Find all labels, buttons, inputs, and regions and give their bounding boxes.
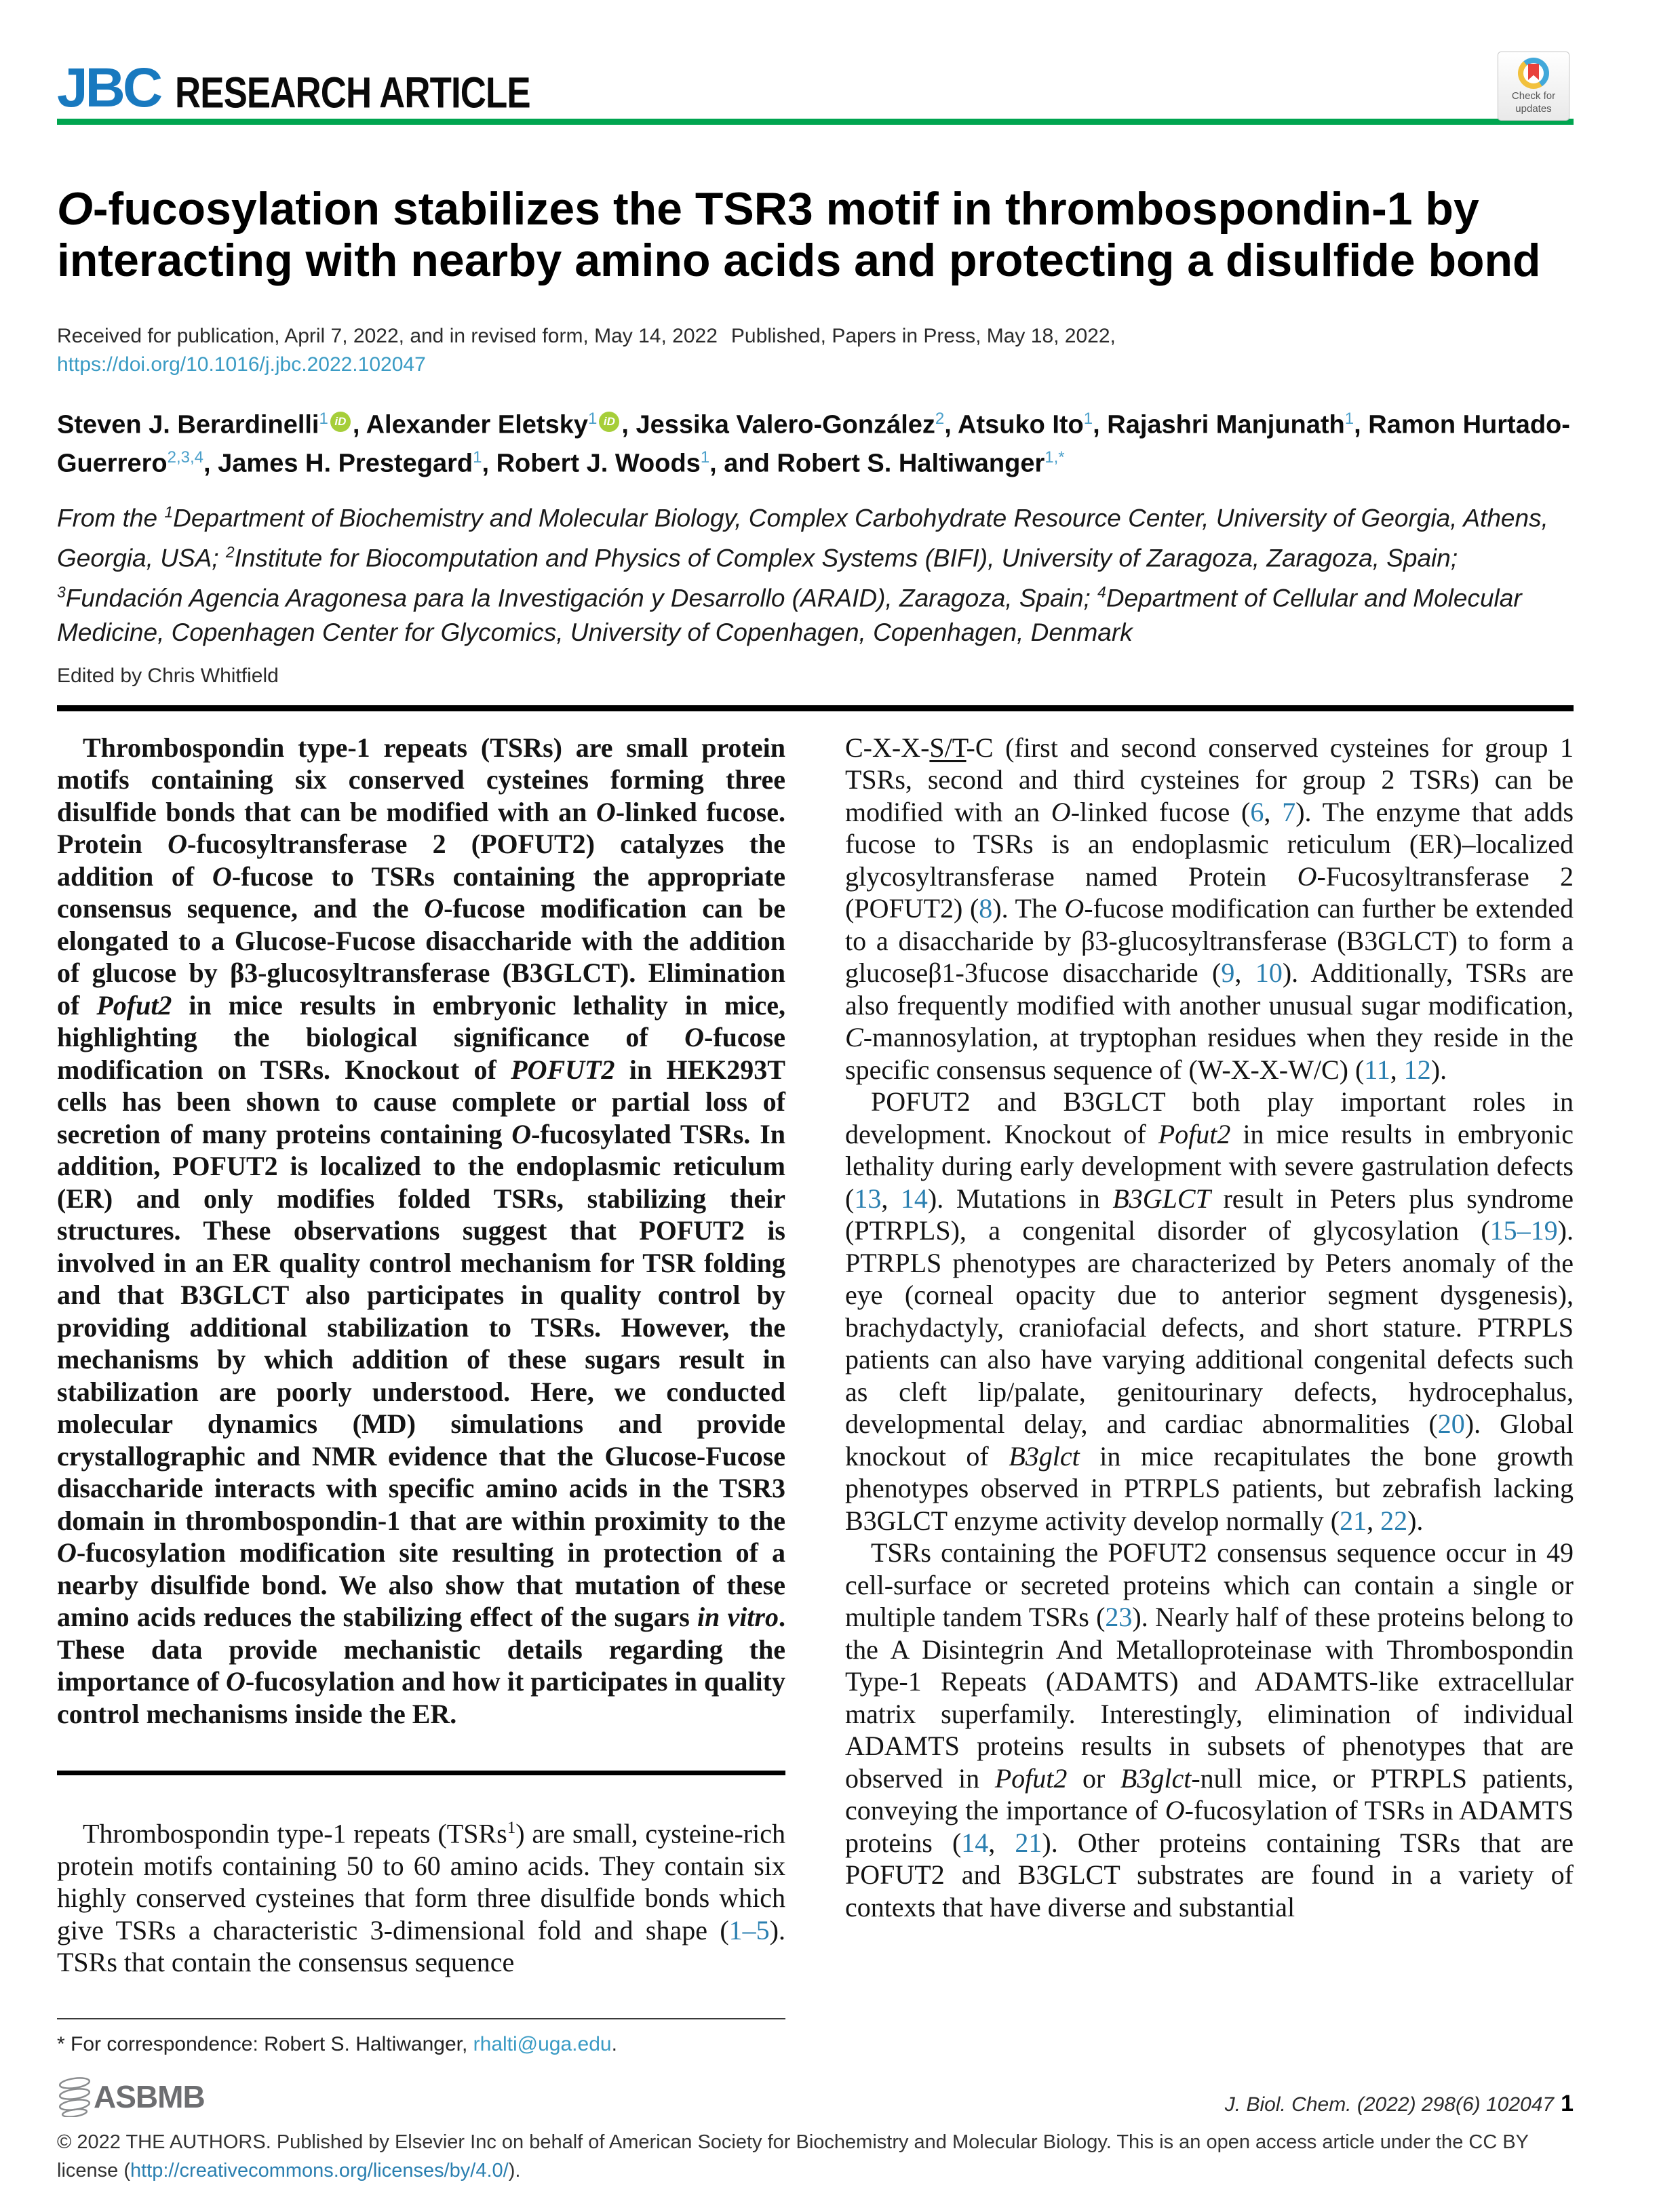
text-segment: ). The — [992, 893, 1065, 924]
text-segment: or — [1067, 1762, 1120, 1794]
inline-link[interactable]: 13 — [854, 1183, 882, 1214]
text-segment: in HEK293T cells has been shown to cause complete or partial loss of secretion of many proteins containing — [57, 1054, 785, 1149]
author-name: Atsuko Ito — [958, 410, 1084, 439]
author-affiliation-superscript: 1 — [587, 410, 598, 429]
superscript: 4 — [1097, 583, 1106, 601]
inline-link[interactable]: 21 — [1340, 1505, 1367, 1536]
received-date: Received for publication, April 7, 2022, and in revised form, May 14, 2022 — [57, 325, 718, 348]
header-green-divider — [57, 119, 1574, 125]
journal-citation — [1225, 2091, 1574, 2117]
author-separator: , — [203, 449, 218, 478]
author-list — [57, 403, 1574, 479]
text-segment: Fundación Agencia Aragonesa para la Investigación y Desarrollo (ARAID), Zaragoza, Spain; — [65, 584, 1098, 612]
text-segment: O — [57, 1537, 77, 1568]
author-separator: , — [944, 410, 958, 439]
text-segment: ). Additionally, TSRs are also frequently modified with another unusual sugar modification, — [845, 957, 1574, 1021]
text-segment: . — [611, 2032, 617, 2055]
article-type-label: RESEARCH ARTICLE — [175, 68, 530, 117]
orcid-icon[interactable]: iD — [599, 412, 619, 432]
text-segment: Thrombospondin type-1 repeats (TSRs) are small protein motifs containing six conserved cysteines forming three disulfide bonds that can be modified with an — [57, 732, 785, 827]
text-segment: Pofut2 — [96, 989, 172, 1021]
text-segment: Institute for Biocomputation and Physics of Complex Systems (BIFI), University of Zaragoza, Zaragoza, Spain; — [234, 544, 1458, 572]
inline-link[interactable]: 23 — [1105, 1602, 1133, 1633]
two-column-body — [57, 732, 1574, 2057]
abstract-paragraph — [57, 732, 785, 1731]
author-name: Alexander Eletsky — [366, 410, 588, 439]
author-affiliation-superscript: 2,3,4 — [167, 448, 204, 467]
author-separator: , — [482, 449, 496, 478]
text-segment: O — [57, 183, 93, 235]
text-segment: O — [511, 1118, 532, 1149]
author-affiliation-superscript: 1,* — [1045, 448, 1065, 467]
author-separator: , — [621, 410, 636, 439]
body-paragraph — [845, 732, 1574, 1086]
correspondence-text — [57, 2032, 785, 2057]
text-segment: Department of Cellular and Molecular Medicine, Copenhagen Center for Glycomics, University of Copenhagen, Copenhagen, Denmark — [57, 584, 1522, 646]
page-footer — [57, 2076, 1574, 2185]
text-segment: B3glct — [1009, 1440, 1080, 1472]
text-segment: result in Peters plus syndrome (PTRPLS), a congenital disorder of glycosylation ( — [845, 1183, 1574, 1246]
inline-link[interactable]: http://creativecommons.org/licenses/by/4.0/ — [130, 2160, 509, 2181]
text-segment: Thrombospondin type-1 repeats (TSRs — [83, 1818, 507, 1849]
text-segment: -fucose modification can further be extended to a disaccharide by β3-glucosyltransferase (B3GLCT) to form a glucoseβ1-3fucose disaccharide ( — [845, 893, 1574, 989]
text-segment: -linked fucose ( — [1070, 796, 1251, 827]
inline-link[interactable]: 14 — [900, 1183, 928, 1214]
text-segment: in mice results in embryonic lethality during early development with severe gastrulation defects ( — [845, 1118, 1574, 1214]
footnote-divider — [57, 2018, 785, 2019]
citation-text: J. Biol. Chem. (2022) 298(6) 102047 — [1224, 2093, 1555, 2116]
author-affiliation-superscript: 1 — [700, 448, 710, 467]
text-segment: O — [1051, 796, 1071, 827]
check-for-updates-label-2: updates — [1515, 103, 1552, 115]
text-segment: in mice recapitulates the bone growth phenotypes observed in PTRPLS patients, but zebrafish lacking B3GLCT enzyme activity develop normally ( — [845, 1440, 1574, 1536]
superscript: 3 — [57, 583, 66, 601]
author-name: Jessika Valero-González — [636, 410, 935, 439]
author-name: Steven J. Berardinelli — [57, 410, 319, 439]
text-segment: B3glct — [1120, 1762, 1192, 1794]
article-title — [57, 183, 1574, 286]
text-segment: TSRs containing the POFUT2 consensus sequence occur in 49 cell-surface or secreted proteins which can contain a single or multiple tandem TSRs ( — [845, 1537, 1574, 1633]
text-segment: ). Nearly half of these proteins belong to the A Disintegrin And Metalloproteinase with Thrombospondin Type-1 Repeats (ADAMTS) and ADAMTS-like extracellular matrix superfamily. Interestingly, elimination of individual ADAMTS proteins results in subsets of phenotypes that are observed in — [845, 1602, 1574, 1794]
text-segment: , — [881, 1183, 901, 1214]
text-segment: ). Global knockout of — [845, 1408, 1574, 1472]
text-segment: POFUT2 — [511, 1054, 615, 1085]
right-column — [845, 732, 1574, 2057]
text-segment: , — [1390, 1054, 1404, 1085]
edited-by: Edited by Chris Whitfield — [57, 664, 279, 687]
text-segment: -C (first and second conserved cysteines for group 1 TSRs, second and third cysteines for group 2 TSRs) can be modified with an — [845, 732, 1574, 827]
correspondence-footnote — [57, 2018, 785, 2057]
text-segment: ). The enzyme that adds fucose to TSRs is an endoplasmic reticulum (ER)–localized glycosyltransferase named Protein — [845, 796, 1574, 892]
text-segment: O — [1297, 861, 1317, 892]
intro-paragraph — [57, 1812, 785, 1979]
text-segment: ). — [1407, 1505, 1424, 1536]
author-separator: , — [1093, 410, 1108, 439]
doi-line — [57, 351, 1574, 378]
publication-dates — [57, 323, 1574, 350]
text-segment: Department of Biochemistry and Molecular Biology, Complex Carbohydrate Resource Center, University of Georgia, Athens, Georgia, USA; — [57, 503, 1548, 572]
text-segment: in mice results in embryonic lethality in mice, highlighting the biological significance of — [57, 989, 785, 1053]
text-segment: O — [1165, 1795, 1185, 1826]
text-segment: , — [1264, 796, 1283, 827]
text-segment: -fucose modification can be elongated to a Glucose-Fucose disaccharide with the addition of glucose by β3-glucosyltransferase (B3GLCT). Elimination of — [57, 893, 785, 1021]
text-segment: ). Mutations in — [927, 1183, 1113, 1214]
text-segment: in vitro — [697, 1602, 779, 1633]
text-segment: ). PTRPLS phenotypes are characterized by Peters anomaly of the eye (corneal opacity due to anterior segment dysgenesis), brachydactyly, craniofacial defects, and short stature. PTRPLS patients can also have varying additional congenital defects such as cleft lip/palate, genitourinary defects, hydrocephalus, developmental delay, and cardiac abnormalities ( — [845, 1215, 1574, 1440]
text-segment: From the — [57, 503, 165, 532]
page-content — [0, 57, 1678, 2057]
text-segment: S/T — [929, 732, 967, 763]
text-segment: O — [596, 796, 616, 827]
text-segment: -fucosylation and how it participates in quality control mechanisms inside the ER. — [57, 1666, 785, 1729]
text-segment: , — [1234, 957, 1255, 989]
text-segment: ). Other proteins containing TSRs that are POFUT2 and B3GLCT substrates are found in a variety of contexts that have diverse and substantial — [845, 1827, 1574, 1922]
text-segment: ) are small, cysteine-rich protein motifs containing 50 to 60 amino acids. They contain six highly conserved cysteines that form three disulfide bonds which give TSRs a characteristic 3-dimensional fold and shape ( — [57, 1818, 785, 1946]
jbc-logo: JBC — [57, 57, 161, 119]
published-date: Published, Papers in Press, May 18, 2022, — [730, 325, 1116, 348]
inline-link[interactable]: 21 — [1015, 1827, 1042, 1858]
doi-link[interactable]: https://doi.org/10.1016/j.jbc.2022.102047 — [57, 353, 426, 376]
inline-link[interactable]: 9 — [1221, 957, 1235, 989]
text-segment: -fucose to TSRs containing the appropriate consensus sequence, and the — [57, 861, 785, 924]
body-paragraph — [845, 1086, 1574, 1537]
left-column — [57, 732, 785, 2057]
text-segment: -linked fucose. Protein — [57, 796, 785, 860]
check-for-updates-badge[interactable] — [1498, 52, 1569, 121]
footer-row — [57, 2076, 1574, 2117]
text-segment: O — [212, 861, 232, 892]
asbmb-wordmark: ASBMB — [94, 2079, 205, 2114]
page-number: 1 — [1561, 2091, 1574, 2116]
inline-link[interactable]: 12 — [1403, 1054, 1431, 1085]
text-segment: * For correspondence: Robert S. Haltiwanger, — [57, 2032, 473, 2055]
text-segment: O — [424, 893, 444, 924]
orcid-icon[interactable]: iD — [330, 412, 351, 432]
author-affiliation-superscript: 1 — [473, 448, 482, 467]
text-segment: , — [988, 1827, 1015, 1858]
author-name: Ramon Hurtado-Guerrero — [57, 410, 1570, 478]
inline-link[interactable]: 15–19 — [1489, 1215, 1558, 1246]
superscript: 2 — [225, 542, 235, 561]
text-segment: . These data provide mechanistic details regarding the importance of — [57, 1602, 785, 1697]
text-segment: O — [225, 1666, 246, 1697]
text-segment: -fucosylation stabilizes the TSR3 motif in thrombospondin-1 by interacting with nearby amino acids and protecting a disulfide bond — [57, 183, 1541, 287]
author-separator: , — [1354, 410, 1369, 439]
text-segment: O — [1064, 893, 1085, 924]
text-segment: © 2022 THE AUTHORS. Published by Elsevier Inc on behalf of American Society for Biochemistry and Molecular Biology. This is an open access article under the CC BY license ( — [57, 2131, 1529, 2181]
text-segment: O — [684, 1022, 705, 1053]
text-segment: ). — [1430, 1054, 1447, 1085]
section-divider — [57, 705, 1574, 711]
check-for-updates-label-1: Check for — [1511, 90, 1556, 102]
author-affiliation-superscript: 2 — [935, 410, 945, 429]
author-separator: , — [352, 410, 366, 439]
affiliations — [57, 495, 1574, 650]
check-for-updates-icon — [1518, 58, 1549, 89]
asbmb-helix-icon — [57, 2076, 92, 2117]
text-segment: -fucosyltransferase 2 (POFUT2) catalyzes the addition of — [57, 829, 786, 892]
inline-link[interactable]: 8 — [979, 893, 993, 924]
text-segment: ). TSRs that contain the consensus sequence — [57, 1914, 785, 1978]
masthead — [57, 57, 1574, 119]
author-separator: , and — [709, 449, 777, 478]
superscript: 1 — [507, 1819, 516, 1838]
text-segment: Pofut2 — [994, 1762, 1068, 1794]
inline-link[interactable]: 7 — [1282, 796, 1296, 827]
text-segment: B3GLCT — [1112, 1183, 1211, 1214]
author-affiliation-superscript: 1 — [319, 410, 328, 429]
text-segment: C-X-X- — [845, 732, 930, 763]
inline-link[interactable]: 10 — [1255, 957, 1283, 989]
copyright-notice — [57, 2128, 1574, 2185]
bookmark-icon — [1528, 64, 1539, 80]
abstract-divider — [57, 1771, 785, 1775]
author-name: James H. Prestegard — [218, 449, 473, 478]
inline-link[interactable]: 14 — [961, 1827, 989, 1858]
text-segment: -fucose modification on TSRs. Knockout of — [57, 1022, 785, 1085]
text-segment: C — [845, 1022, 863, 1053]
inline-link[interactable]: 6 — [1250, 796, 1264, 827]
text-segment: ). — [508, 2160, 521, 2181]
text-segment: , — [1367, 1505, 1381, 1536]
inline-link[interactable]: 1–5 — [728, 1914, 770, 1946]
text-segment: -fucosylation of TSRs in ADAMTS proteins ( — [845, 1795, 1574, 1858]
author-affiliation-superscript: 1 — [1344, 410, 1354, 429]
inline-link[interactable]: 22 — [1380, 1505, 1408, 1536]
inline-link[interactable]: 11 — [1364, 1054, 1390, 1085]
text-segment: -mannosylation, at tryptophan residues when they reside in the specific consensus sequence of (W-X-X-W/C) ( — [845, 1022, 1574, 1085]
asbmb-logo — [57, 2076, 205, 2117]
author-name: Robert S. Haltiwanger — [777, 449, 1045, 478]
text-segment: O — [168, 829, 188, 860]
author-name: Rajashri Manjunath — [1107, 410, 1345, 439]
superscript: 1 — [164, 502, 174, 521]
inline-link[interactable]: rhalti@uga.edu — [473, 2032, 612, 2055]
author-name: Robert J. Woods — [496, 449, 701, 478]
inline-link[interactable]: 20 — [1437, 1408, 1465, 1440]
author-affiliation-superscript: 1 — [1083, 410, 1093, 429]
text-segment: -fucosylated TSRs. In addition, POFUT2 is localized to the endoplasmic reticulum (ER) and only modifies folded TSRs, stabilizing their structures. These observations suggest that POFUT2 is involved in an ER quality control mechanism for TSR folding and that B3GLCT also participates in quality control by providing additional stabilization to TSRs. However, the mechanisms by which addition of these sugars result in stabilization are poorly understood. Here, we conducted molecular dynamics (MD) simulations and provide crystallographic and NMR evidence that the Glucose-Fucose disaccharide interacts with specific amino acids in the TSR3 domain in thrombospondin-1 that are within proximity to the — [57, 1118, 786, 1536]
text-segment: POFUT2 and B3GLCT both play important roles in development. Knockout of — [845, 1086, 1574, 1149]
text-segment: -fucosylation modification site resulting in protection of a nearby disulfide bond. We also show that mutation of these amino acids reduces the stabilizing effect of the sugars — [57, 1537, 785, 1633]
body-paragraph — [845, 1537, 1574, 1923]
text-segment: Pofut2 — [1158, 1118, 1231, 1149]
text-segment: -null mice, or PTRPLS patients, conveying the importance of — [845, 1762, 1574, 1826]
text-segment: -Fucosyltransferase 2 (POFUT2) ( — [845, 861, 1574, 924]
